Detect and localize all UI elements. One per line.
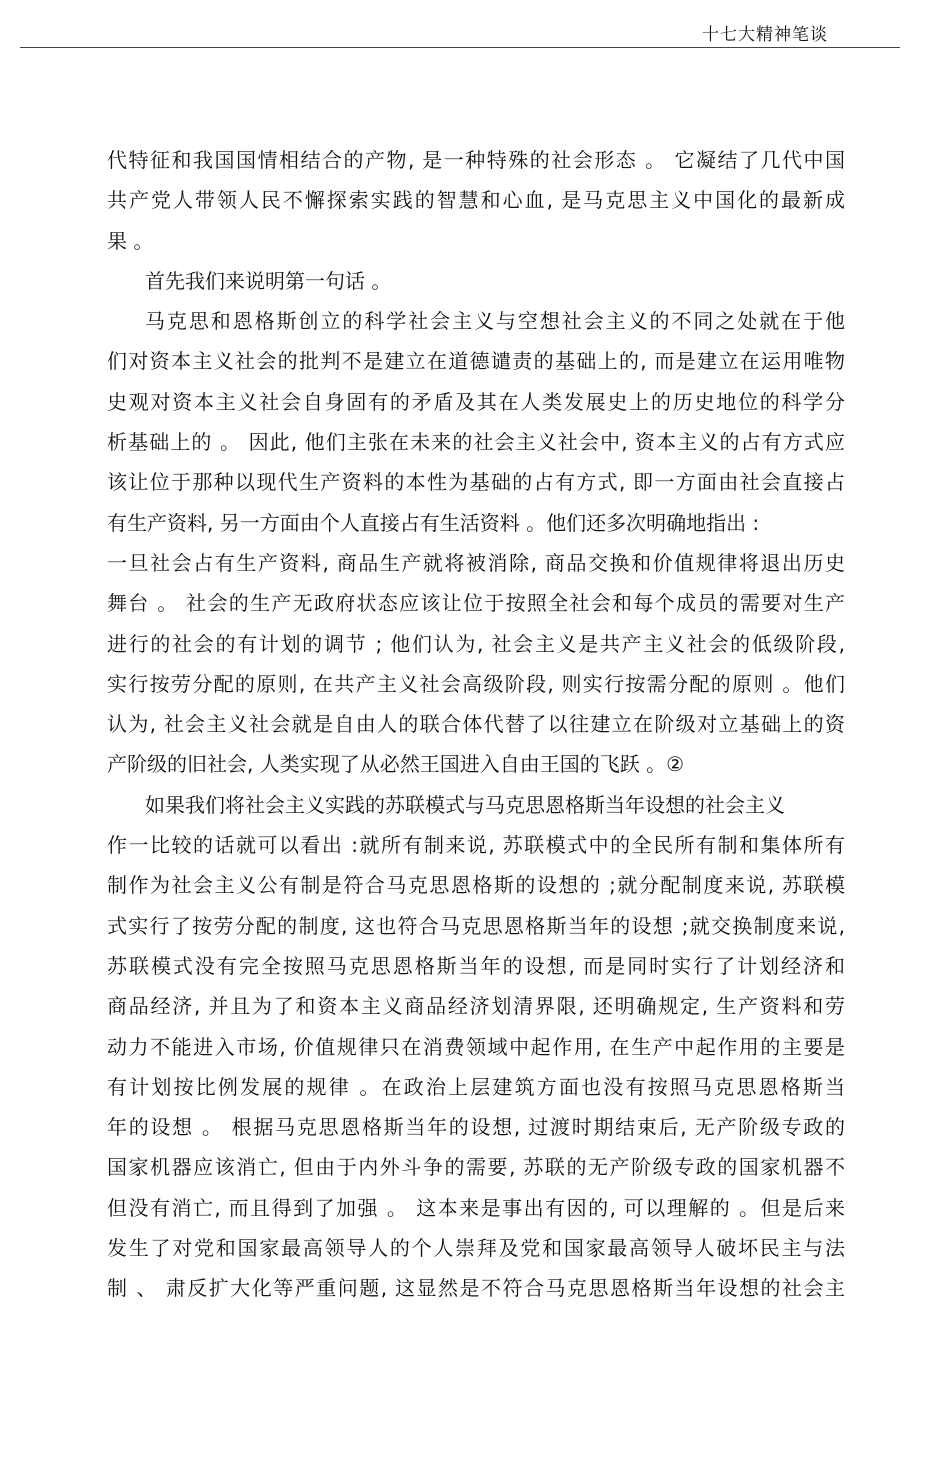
- text-line: 该让位于那种以现代生产资料的本性为基础的占有方式, 即一方面由社会直接占: [107, 470, 845, 495]
- text-line: 制 、 肃反扩大化等严重问题, 这显然是不符合马克思恩格斯当年设想的社会主: [107, 1276, 845, 1301]
- text-line: 有计划按比例发展的规律 。在政治上层建筑方面也没有按照马克思恩格斯当: [107, 1074, 845, 1099]
- text-line: 认为, 社会主义社会就是自由人的联合体代替了以往建立在阶级对立基础上的资: [107, 712, 845, 737]
- text-line: 发生了对党和国家最高领导人的个人崇拜及党和国家最高领导人破坏民主与法: [107, 1236, 845, 1261]
- text-line: 国家机器应该消亡, 但由于内外斗争的需要, 苏联的无产阶级专政的国家机器不: [107, 1155, 845, 1180]
- text-line: 舞台 。 社会的生产无政府状态应该让位于按照全社会和每个成员的需要对生产: [107, 591, 845, 616]
- document-body: [107, 145, 845, 1314]
- text-line: 马克思和恩格斯创立的科学社会主义与空想社会主义的不同之处就在于他: [145, 309, 845, 334]
- text-line: 实行按劳分配的原则, 在共产主义社会高级阶段, 则实行按需分配的原则 。他们: [107, 671, 845, 696]
- running-header: 十七大精神笔谈: [702, 25, 828, 45]
- header-divider: [20, 47, 900, 48]
- text-line: 一旦社会占有生产资料, 商品生产就将被消除, 商品交换和价值规律将退出历史: [107, 550, 845, 575]
- text-line: 但没有消亡, 而且得到了加强 。 这本来是事出有因的, 可以理解的 。但是后来: [107, 1195, 845, 1220]
- text-line: 们对资本主义社会的批判不是建立在道德谴责的基础上的, 而是建立在运用唯物: [107, 349, 845, 374]
- text-line: 式实行了按劳分配的制度, 这也符合马克思恩格斯当年的设想 ;就交换制度来说,: [107, 913, 845, 938]
- text-line: 产阶级的旧社会, 人类实现了从必然王国进入自由王国的飞跃 。②: [107, 752, 685, 777]
- text-line: 商品经济, 并且为了和资本主义商品经济划清界限, 还明确规定, 生产资料和劳: [107, 994, 845, 1019]
- text-line: 共产党人带领人民不懈探索实践的智慧和心血, 是马克思主义中国化的最新成: [107, 188, 845, 213]
- text-line: 析基础上的 。 因此, 他们主张在未来的社会主义社会中, 资本主义的占有方式应: [107, 430, 845, 455]
- text-line: 作一比较的话就可以看出 :就所有制来说, 苏联模式中的全民所有制和集体所有: [107, 833, 845, 858]
- text-line: 有生产资料, 另一方面由个人直接占有生活资料 。他们还多次明确地指出 :: [107, 510, 760, 535]
- text-line: 首先我们来说明第一句话 。: [145, 268, 392, 293]
- text-line: 史观对资本主义社会自身固有的矛盾及其在人类发展史上的历史地位的科学分: [107, 389, 845, 414]
- text-line: 苏联模式没有完全按照马克思恩格斯当年的设想, 而是同时实行了计划经济和: [107, 953, 845, 978]
- text-line: 动力不能进入市场, 价值规律只在消费领域中起作用, 在生产中起作用的主要是: [107, 1034, 845, 1059]
- text-line: 果 。: [107, 228, 154, 253]
- text-line: 制作为社会主义公有制是符合马克思恩格斯的设想的 ;就分配制度来说, 苏联模: [107, 873, 845, 898]
- text-line: 年的设想 。 根据马克思恩格斯当年的设想, 过渡时期结束后, 无产阶级专政的: [107, 1115, 845, 1140]
- text-line: 进行的社会的有计划的调节 ; 他们认为, 社会主义是共产主义社会的低级阶段,: [107, 631, 845, 656]
- text-line: 代特征和我国国情相结合的产物, 是一种特殊的社会形态 。 它凝结了几代中国: [107, 148, 845, 172]
- text-line: 如果我们将社会主义实践的苏联模式与马克思恩格斯当年设想的社会主义: [145, 792, 785, 817]
